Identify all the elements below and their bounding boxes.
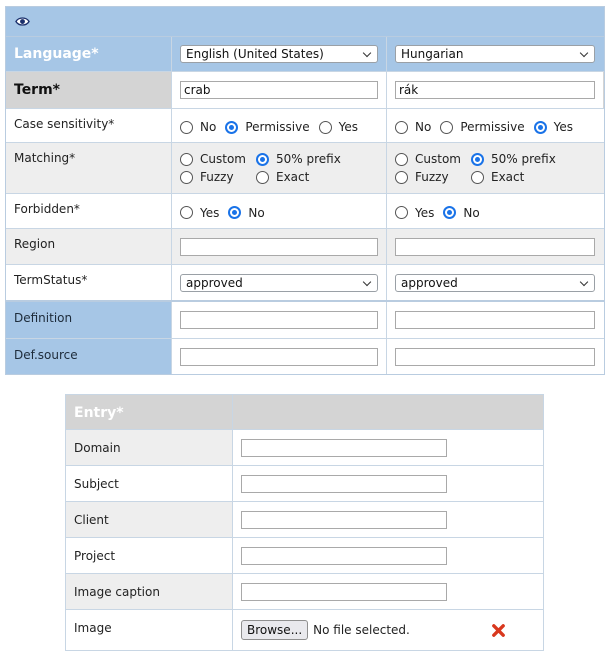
region-row (6, 229, 604, 265)
source-language-select[interactable] (180, 45, 378, 63)
option-label: Yes (338, 120, 358, 134)
source-term-input[interactable]: crab (180, 81, 378, 99)
source-language-value: English (United States) (186, 47, 324, 61)
target-case-no[interactable] (395, 120, 431, 134)
def-source-row (6, 339, 604, 374)
target-case-permissive[interactable] (440, 120, 524, 134)
target-language-cell (387, 37, 603, 71)
radio-button[interactable] (440, 121, 453, 134)
radio-button[interactable] (443, 206, 456, 219)
target-language-value: Hungarian (401, 47, 464, 61)
image-caption-label: Image caption (66, 574, 233, 609)
source-case-permissive[interactable] (225, 120, 309, 134)
client-row (66, 502, 543, 538)
term-table (5, 6, 605, 375)
option-label: 50% prefix (491, 152, 556, 166)
language-row (6, 37, 604, 72)
radio-button[interactable] (180, 171, 193, 184)
target-case-cell (387, 109, 603, 142)
source-definition-input[interactable] (180, 311, 378, 329)
option-label: Yes (200, 205, 220, 220)
radio-button[interactable] (319, 121, 332, 134)
target-term-input[interactable]: rák (395, 81, 595, 99)
option-label: Yes (415, 205, 435, 220)
target-case-yes[interactable] (534, 120, 573, 134)
target-matching-cell (387, 143, 603, 193)
browse-button[interactable]: Browse... (241, 620, 308, 640)
def-source-label: Def.source (6, 339, 172, 374)
term-status-label: TermStatus* (6, 265, 172, 300)
project-cell (233, 538, 543, 573)
radio-button[interactable] (471, 171, 484, 184)
radio-button[interactable] (395, 206, 408, 219)
domain-row (66, 430, 543, 466)
toolbar-row (6, 7, 604, 37)
target-definition-cell (387, 302, 603, 338)
image-cell (233, 610, 543, 650)
forbidden-label: Forbidden* (6, 194, 172, 228)
source-status-value: approved (186, 275, 243, 290)
chevron-down-icon (363, 277, 371, 285)
option-label: Permissive (245, 120, 310, 134)
option-label: 50% prefix (276, 152, 341, 166)
target-forbidden-yes[interactable] (395, 206, 434, 220)
radio-button[interactable] (180, 206, 193, 219)
language-label: Language* (6, 37, 172, 71)
subject-label: Subject (66, 466, 233, 501)
chevron-down-icon (363, 49, 371, 57)
term-status-row (6, 265, 604, 302)
subject-input[interactable] (241, 475, 447, 493)
forbidden-row (6, 194, 604, 229)
definition-label: Definition (6, 302, 172, 338)
option-label: Yes (553, 120, 573, 134)
radio-button[interactable] (534, 121, 547, 134)
target-forbidden-no[interactable] (443, 206, 479, 220)
source-matching-50-prefix[interactable] (256, 151, 347, 168)
source-region-input[interactable] (180, 238, 378, 256)
image-caption-row (66, 574, 543, 610)
radio-button[interactable] (225, 121, 238, 134)
remove-icon[interactable] (491, 623, 506, 638)
source-term-cell (172, 72, 387, 108)
chevron-down-icon (580, 277, 588, 285)
domain-input[interactable] (241, 439, 447, 457)
source-status-select[interactable] (180, 274, 378, 292)
no-file-text: No file selected. (313, 623, 410, 637)
term-row (6, 72, 604, 109)
project-label: Project (66, 538, 233, 573)
subject-row (66, 466, 543, 502)
entry-table (65, 394, 544, 651)
option-label: Custom (415, 152, 461, 166)
radio-button[interactable] (180, 121, 193, 134)
target-status-value: approved (401, 275, 458, 290)
source-forbidden-cell (172, 194, 387, 228)
option-label: No (463, 205, 480, 220)
option-label: No (248, 205, 265, 220)
source-forbidden-yes[interactable] (180, 206, 219, 220)
eye-icon[interactable] (15, 14, 30, 29)
radio-button[interactable] (395, 153, 408, 166)
radio-button[interactable] (180, 153, 193, 166)
source-def-source-input[interactable] (180, 348, 378, 366)
subject-cell (233, 466, 543, 501)
term-label: Term* (6, 72, 172, 108)
target-matching-50-prefix[interactable] (471, 151, 562, 168)
source-status-cell (172, 265, 387, 300)
domain-cell (233, 430, 543, 465)
image-caption-input[interactable] (241, 583, 447, 601)
target-status-select[interactable] (395, 274, 595, 292)
source-case-yes[interactable] (319, 120, 358, 134)
source-def-source-cell (172, 339, 387, 374)
image-label: Image (66, 610, 233, 650)
client-label: Client (66, 502, 233, 537)
source-region-cell (172, 229, 387, 264)
target-def-source-input[interactable] (395, 348, 595, 366)
domain-label: Domain (66, 430, 233, 465)
entry-header-row (66, 395, 543, 430)
source-forbidden-no[interactable] (228, 206, 264, 220)
target-status-cell (387, 265, 603, 300)
project-input[interactable] (241, 547, 447, 565)
matching-row (6, 143, 604, 194)
source-definition-cell (172, 302, 387, 338)
definition-row (6, 302, 604, 339)
radio-button[interactable] (471, 153, 484, 166)
source-case-no[interactable] (180, 120, 216, 134)
option-label: Custom (200, 152, 246, 166)
target-definition-input[interactable] (395, 311, 595, 329)
target-forbidden-cell (387, 194, 603, 228)
source-matching-cell (172, 143, 387, 193)
client-input[interactable] (241, 511, 447, 529)
option-label: No (415, 120, 432, 134)
source-case-cell (172, 109, 387, 142)
option-label: Exact (491, 170, 525, 184)
entry-header-spacer (233, 395, 543, 429)
radio-button[interactable] (395, 121, 408, 134)
target-matching-exact[interactable] (471, 169, 562, 186)
radio-button[interactable] (256, 153, 269, 166)
image-caption-cell (233, 574, 543, 609)
client-cell (233, 502, 543, 537)
target-matching-custom[interactable] (395, 151, 462, 168)
option-label: Fuzzy (415, 170, 449, 184)
radio-button[interactable] (228, 206, 241, 219)
case-sensitivity-row (6, 109, 604, 143)
target-region-input[interactable] (395, 238, 595, 256)
target-term-cell (387, 72, 603, 108)
radio-button[interactable] (395, 171, 408, 184)
option-label: No (200, 120, 217, 134)
source-matching-exact[interactable] (256, 169, 347, 186)
entry-header: Entry* (66, 395, 233, 429)
image-row (66, 610, 543, 650)
target-matching-fuzzy[interactable] (395, 169, 462, 186)
option-label: Exact (276, 170, 310, 184)
source-matching-custom[interactable] (180, 151, 247, 168)
project-row (66, 538, 543, 574)
region-label: Region (6, 229, 172, 264)
source-language-cell (172, 37, 387, 71)
target-def-source-cell (387, 339, 603, 374)
matching-label: Matching* (6, 143, 172, 193)
target-language-select[interactable] (395, 45, 595, 63)
source-matching-fuzzy[interactable] (180, 169, 247, 186)
case-sensitivity-label: Case sensitivity* (6, 109, 172, 142)
option-label: Permissive (460, 120, 525, 134)
radio-button[interactable] (256, 171, 269, 184)
target-region-cell (387, 229, 603, 264)
chevron-down-icon (580, 49, 588, 57)
option-label: Fuzzy (200, 170, 234, 184)
